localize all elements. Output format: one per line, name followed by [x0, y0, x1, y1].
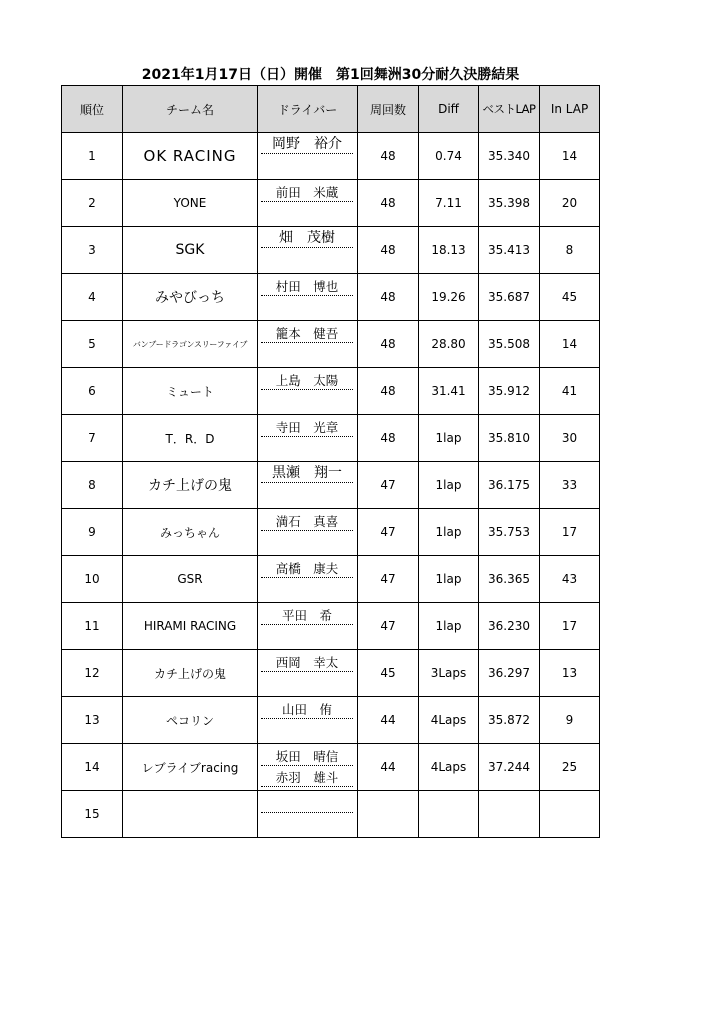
best-lap-cell: 35.912	[479, 368, 540, 415]
document-title: 2021年1月17日（日）開催 第1回舞洲30分耐久決勝結果	[141, 67, 520, 83]
driver-cell	[258, 509, 358, 556]
table-row	[62, 603, 600, 650]
driver-cell	[258, 462, 358, 509]
laps-cell: 45	[358, 650, 419, 697]
best-lap-cell: 35.340	[479, 133, 540, 180]
driver-name: 岡野 裕介	[261, 136, 353, 154]
laps-cell: 47	[358, 556, 419, 603]
in-lap-cell: 17	[540, 509, 600, 556]
in-lap-cell: 43	[540, 556, 600, 603]
rank-cell: 7	[62, 415, 123, 462]
table-row	[62, 321, 600, 368]
in-lap-cell: 41	[540, 368, 600, 415]
team-cell: レブライブracing	[123, 744, 258, 791]
driver-cell	[258, 744, 358, 791]
diff-cell: 1lap	[419, 462, 479, 509]
driver-name: 坂田 晴信	[261, 748, 353, 766]
in-lap-cell: 20	[540, 180, 600, 227]
driver-cell	[258, 697, 358, 744]
rank-cell: 9	[62, 509, 123, 556]
driver-name: 満石 真喜	[261, 513, 353, 531]
team-cell: HIRAMI RACING	[123, 603, 258, 650]
header-laps: 周回数	[358, 86, 419, 133]
diff-cell	[419, 791, 479, 838]
best-lap-cell: 36.175	[479, 462, 540, 509]
best-lap-cell: 36.365	[479, 556, 540, 603]
table-row	[62, 180, 600, 227]
driver-cell	[258, 321, 358, 368]
driver-name: 上島 太陽	[261, 372, 353, 390]
table-row	[62, 462, 600, 509]
best-lap-cell: 36.230	[479, 603, 540, 650]
header-best-lap: ベストLAP	[479, 86, 540, 133]
rank-cell: 5	[62, 321, 123, 368]
table-row	[62, 274, 600, 321]
rank-cell: 13	[62, 697, 123, 744]
best-lap-cell: 36.297	[479, 650, 540, 697]
diff-cell: 1lap	[419, 509, 479, 556]
driver-name: 高橋 康夫	[261, 560, 353, 578]
rank-cell: 4	[62, 274, 123, 321]
laps-cell: 48	[358, 415, 419, 462]
driver-cell	[258, 133, 358, 180]
table-row	[62, 415, 600, 462]
in-lap-cell: 45	[540, 274, 600, 321]
diff-cell: 0.74	[419, 133, 479, 180]
rank-cell: 1	[62, 133, 123, 180]
laps-cell: 44	[358, 744, 419, 791]
team-cell: T．R．D	[123, 415, 258, 462]
in-lap-cell: 9	[540, 697, 600, 744]
table-row	[62, 509, 600, 556]
rank-cell: 6	[62, 368, 123, 415]
laps-cell: 48	[358, 368, 419, 415]
table-row	[62, 368, 600, 415]
laps-cell: 47	[358, 462, 419, 509]
driver-name: 赤羽 雄斗	[261, 769, 353, 787]
laps-cell: 48	[358, 227, 419, 274]
diff-cell: 1lap	[419, 603, 479, 650]
diff-cell: 19.26	[419, 274, 479, 321]
team-cell: みやびっち	[123, 274, 258, 321]
driver-cell	[258, 556, 358, 603]
driver-name	[261, 795, 353, 813]
in-lap-cell: 30	[540, 415, 600, 462]
team-cell: GSR	[123, 556, 258, 603]
laps-cell: 48	[358, 321, 419, 368]
in-lap-cell: 14	[540, 133, 600, 180]
laps-cell: 48	[358, 180, 419, 227]
diff-cell: 28.80	[419, 321, 479, 368]
driver-name: 前田 米蔵	[261, 184, 353, 202]
table-row	[62, 556, 600, 603]
diff-cell: 7.11	[419, 180, 479, 227]
driver-cell	[258, 603, 358, 650]
best-lap-cell: 37.244	[479, 744, 540, 791]
driver-cell	[258, 274, 358, 321]
rank-cell: 14	[62, 744, 123, 791]
rank-cell: 2	[62, 180, 123, 227]
driver-name: 畑 茂樹	[261, 230, 353, 248]
driver-cell	[258, 227, 358, 274]
header-team: チーム名	[123, 86, 258, 133]
in-lap-cell: 33	[540, 462, 600, 509]
team-cell: ミュート	[123, 368, 258, 415]
rank-cell: 15	[62, 791, 123, 838]
rank-cell: 8	[62, 462, 123, 509]
laps-cell	[358, 791, 419, 838]
best-lap-cell: 35.810	[479, 415, 540, 462]
best-lap-cell: 35.753	[479, 509, 540, 556]
laps-cell: 44	[358, 697, 419, 744]
in-lap-cell: 17	[540, 603, 600, 650]
driver-name: 西岡 幸太	[261, 654, 353, 672]
driver-name: 籠本 健吾	[261, 325, 353, 343]
in-lap-cell: 8	[540, 227, 600, 274]
diff-cell: 3Laps	[419, 650, 479, 697]
rank-cell: 11	[62, 603, 123, 650]
laps-cell: 47	[358, 603, 419, 650]
header-diff: Diff	[419, 86, 479, 133]
in-lap-cell	[540, 791, 600, 838]
header-row	[62, 86, 600, 133]
best-lap-cell	[479, 791, 540, 838]
header-in-lap: In LAP	[540, 86, 600, 133]
driver-name: 黒瀬 翔一	[261, 465, 353, 483]
team-cell	[123, 791, 258, 838]
driver-name: 山田 侑	[261, 701, 353, 719]
laps-cell: 48	[358, 274, 419, 321]
team-cell: カチ上げの鬼	[123, 650, 258, 697]
diff-cell: 4Laps	[419, 697, 479, 744]
diff-cell: 1lap	[419, 415, 479, 462]
driver-cell	[258, 180, 358, 227]
table-row	[62, 791, 600, 838]
laps-cell: 48	[358, 133, 419, 180]
driver-cell	[258, 650, 358, 697]
diff-cell: 18.13	[419, 227, 479, 274]
table-row	[62, 744, 600, 791]
table-row	[62, 650, 600, 697]
driver-name: 平田 希	[261, 607, 353, 625]
team-cell: カチ上げの鬼	[123, 462, 258, 509]
rank-cell: 3	[62, 227, 123, 274]
driver-cell	[258, 368, 358, 415]
driver-cell	[258, 415, 358, 462]
rank-cell: 12	[62, 650, 123, 697]
in-lap-cell: 13	[540, 650, 600, 697]
driver-cell	[258, 791, 358, 838]
team-cell: OK RACING	[123, 133, 258, 180]
team-cell: バンブードラゴンスリーファイブ	[123, 321, 258, 368]
best-lap-cell: 35.398	[479, 180, 540, 227]
results-table	[61, 85, 600, 838]
header-driver: ドライバー	[258, 86, 358, 133]
best-lap-cell: 35.413	[479, 227, 540, 274]
team-cell: SGK	[123, 227, 258, 274]
best-lap-cell: 35.872	[479, 697, 540, 744]
header-rank: 順位	[62, 86, 123, 133]
diff-cell: 31.41	[419, 368, 479, 415]
diff-cell: 1lap	[419, 556, 479, 603]
best-lap-cell: 35.508	[479, 321, 540, 368]
diff-cell: 4Laps	[419, 744, 479, 791]
laps-cell: 47	[358, 509, 419, 556]
team-cell: YONE	[123, 180, 258, 227]
table-row	[62, 227, 600, 274]
in-lap-cell: 25	[540, 744, 600, 791]
table-row	[62, 133, 600, 180]
driver-name: 村田 博也	[261, 278, 353, 296]
table-row	[62, 697, 600, 744]
team-cell: ペコリン	[123, 697, 258, 744]
in-lap-cell: 14	[540, 321, 600, 368]
team-cell: みっちゃん	[123, 509, 258, 556]
rank-cell: 10	[62, 556, 123, 603]
driver-name: 寺田 光章	[261, 419, 353, 437]
best-lap-cell: 35.687	[479, 274, 540, 321]
